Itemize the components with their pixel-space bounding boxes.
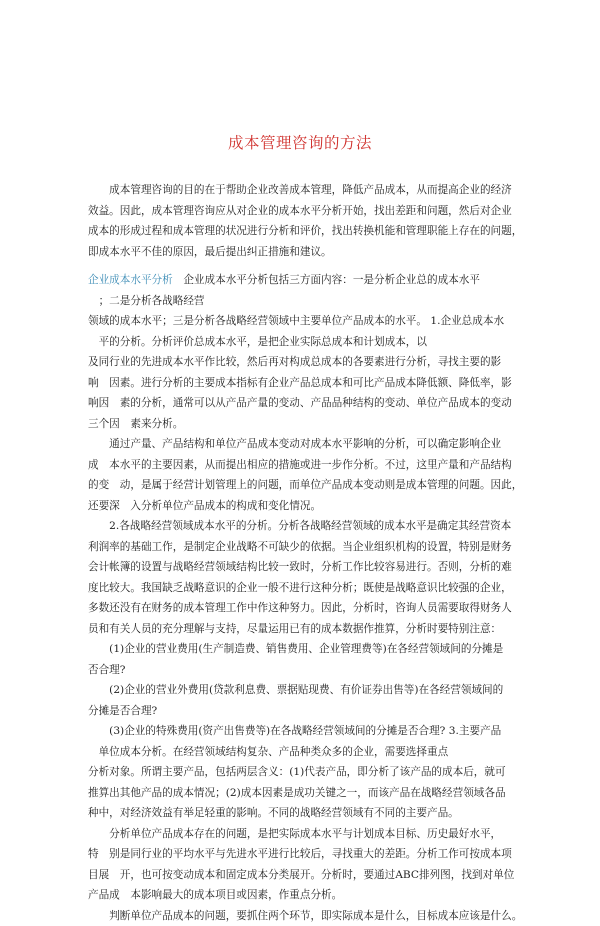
- text-line: 度比较大。我国缺乏战略意识的企业一般不进行这种分析；既使是战略意识比较强的企业，: [88, 578, 528, 599]
- text-line: 目展 开，也可按变动成本和固定成本分类展开。分析时，要通过ABC排列图，找到对单位: [88, 865, 528, 886]
- section-heading: 企业成本水平分析: [88, 274, 173, 286]
- text-line: 响 因素。进行分析的主要成本指标有企业产品总成本和可比产品成本降低额、降低率，影: [88, 373, 528, 394]
- text-line: 成 本水平的主要因素，从而提出相应的措施或进一步作分析。不过，这里产量和产品结构: [88, 455, 528, 476]
- text-line: 2.各战略经营领域成本水平的分析。分析各战略经营领域的成本水平是确定其经营资本: [88, 516, 528, 537]
- text-line: 分析单位产品成本存在的问题，是把实际成本水平与计划成本目标、历史最好水平，: [88, 824, 528, 845]
- text-line: (3)企业的特殊费用(资产出售费等)在各战略经营领域间的分摊是否合理? 3.主要产品: [88, 721, 528, 742]
- text-line: 否合理?: [88, 660, 528, 681]
- text-line: 员和有关人员的充分理解与支持，尽量运用已有的成本数据作推算，分析时要特别注意：: [88, 619, 528, 640]
- text-line: 成本的形成过程和成本管理的状况进行分析和评价，找出转换机能和管理职能上存在的问题，: [88, 221, 528, 242]
- text-line: 利润率的基础工作，是制定企业战略不可缺少的依据。当企业组织机构的设置，特别是财务: [88, 537, 528, 558]
- text-line: 响因 素的分析，通常可以从产品产量的变动、产品品种结构的变动、单位产品成本的变动: [88, 393, 528, 414]
- text-line: 会计帐簿的设置与战略经营领域结构比较一致时，分析工作比较容易进行。否则，分析的难: [88, 557, 528, 578]
- text-line: 判断单位产品成本的问题，要抓住两个环节，即实际成本是什么，目标成本应该是什么。: [88, 906, 528, 926]
- text-line: 特 别是同行业的平均水平与先进水平进行比较后，寻找重大的差距。分析工作可按成本项: [88, 844, 528, 865]
- text-line: 三个因 素来分析。: [88, 414, 528, 435]
- text-line: 成本管理咨询的目的在于帮助企业改善成本管理，降低产品成本，从而提高企业的经济: [88, 180, 528, 201]
- text-line: 单位成本分析。在经营领域结构复杂、产品种类众多的企业，需要选择重点: [88, 742, 528, 763]
- text-line: 平的分析。分析评价总成本水平，是把企业实际总成本和计划成本，以: [88, 332, 528, 353]
- text-line: (1)企业的营业费用(生产制造费、销售费用、企业管理费等)在各经营领域间的分摊是: [88, 639, 528, 660]
- section-lead-text: 企业成本水平分析包括三方面内容：一是分析企业总的成本水平: [173, 274, 480, 286]
- intro-paragraph: [88, 180, 528, 262]
- text-line: 领域的成本水平；三是分析各战略经营领域中主要单位产品成本的水平。 1.企业总成本水: [88, 311, 528, 332]
- text-line: 分摊是否合理?: [88, 701, 528, 722]
- text-line: 的变 动，是属于经营计划管理上的问题，而单位产品成本变动则是成本管理的问题。因此，: [88, 475, 528, 496]
- body-paragraphs: [88, 291, 528, 926]
- text-line: 推算出其他产品的成本情况；(2)成本因素是成功关键之一，而该产品在战略经营领域各品: [88, 783, 528, 804]
- text-line: 种中，对经济效益有举足轻重的影响。不同的战略经营领域有不同的主要产品。: [88, 803, 528, 824]
- text-line: 多数还没有在财务的成本管理工作中作这种努力。因此，分析时，咨询人员需要取得财务人: [88, 598, 528, 619]
- text-line: 产品成 本影响最大的成本项目或因素，作重点分析。: [88, 885, 528, 906]
- text-line: 通过产量、产品结构和单位产品成本变动对成本水平影响的分析，可以确定影响企业: [88, 434, 528, 455]
- text-line: 还要深 入分析单位产品成本的构成和变化情况。: [88, 496, 528, 517]
- text-line: 及同行业的先进成本水平作比较，然后再对构成总成本的各要素进行分析，寻找主要的影: [88, 352, 528, 373]
- text-line: (2)企业的营业外费用(贷款利息费、票据贴现费、有价证券出售等)在各经营领域间的: [88, 680, 528, 701]
- text-line: 分析对象。所谓主要产品，包括两层含义：(1)代表产品，即分析了该产品的成本后，就可: [88, 762, 528, 783]
- text-line: 效益。因此，成本管理咨询应从对企业的成本水平分析开始，找出差距和问题，然后对企业: [88, 201, 528, 222]
- section-lead-line: [88, 270, 528, 291]
- text-line: 即成本水平不佳的原因，最后提出纠正措施和建议。: [88, 242, 528, 263]
- document-title: 成本管理咨询的方法: [0, 131, 600, 153]
- text-line: ；二是分析各战略经营: [88, 291, 528, 312]
